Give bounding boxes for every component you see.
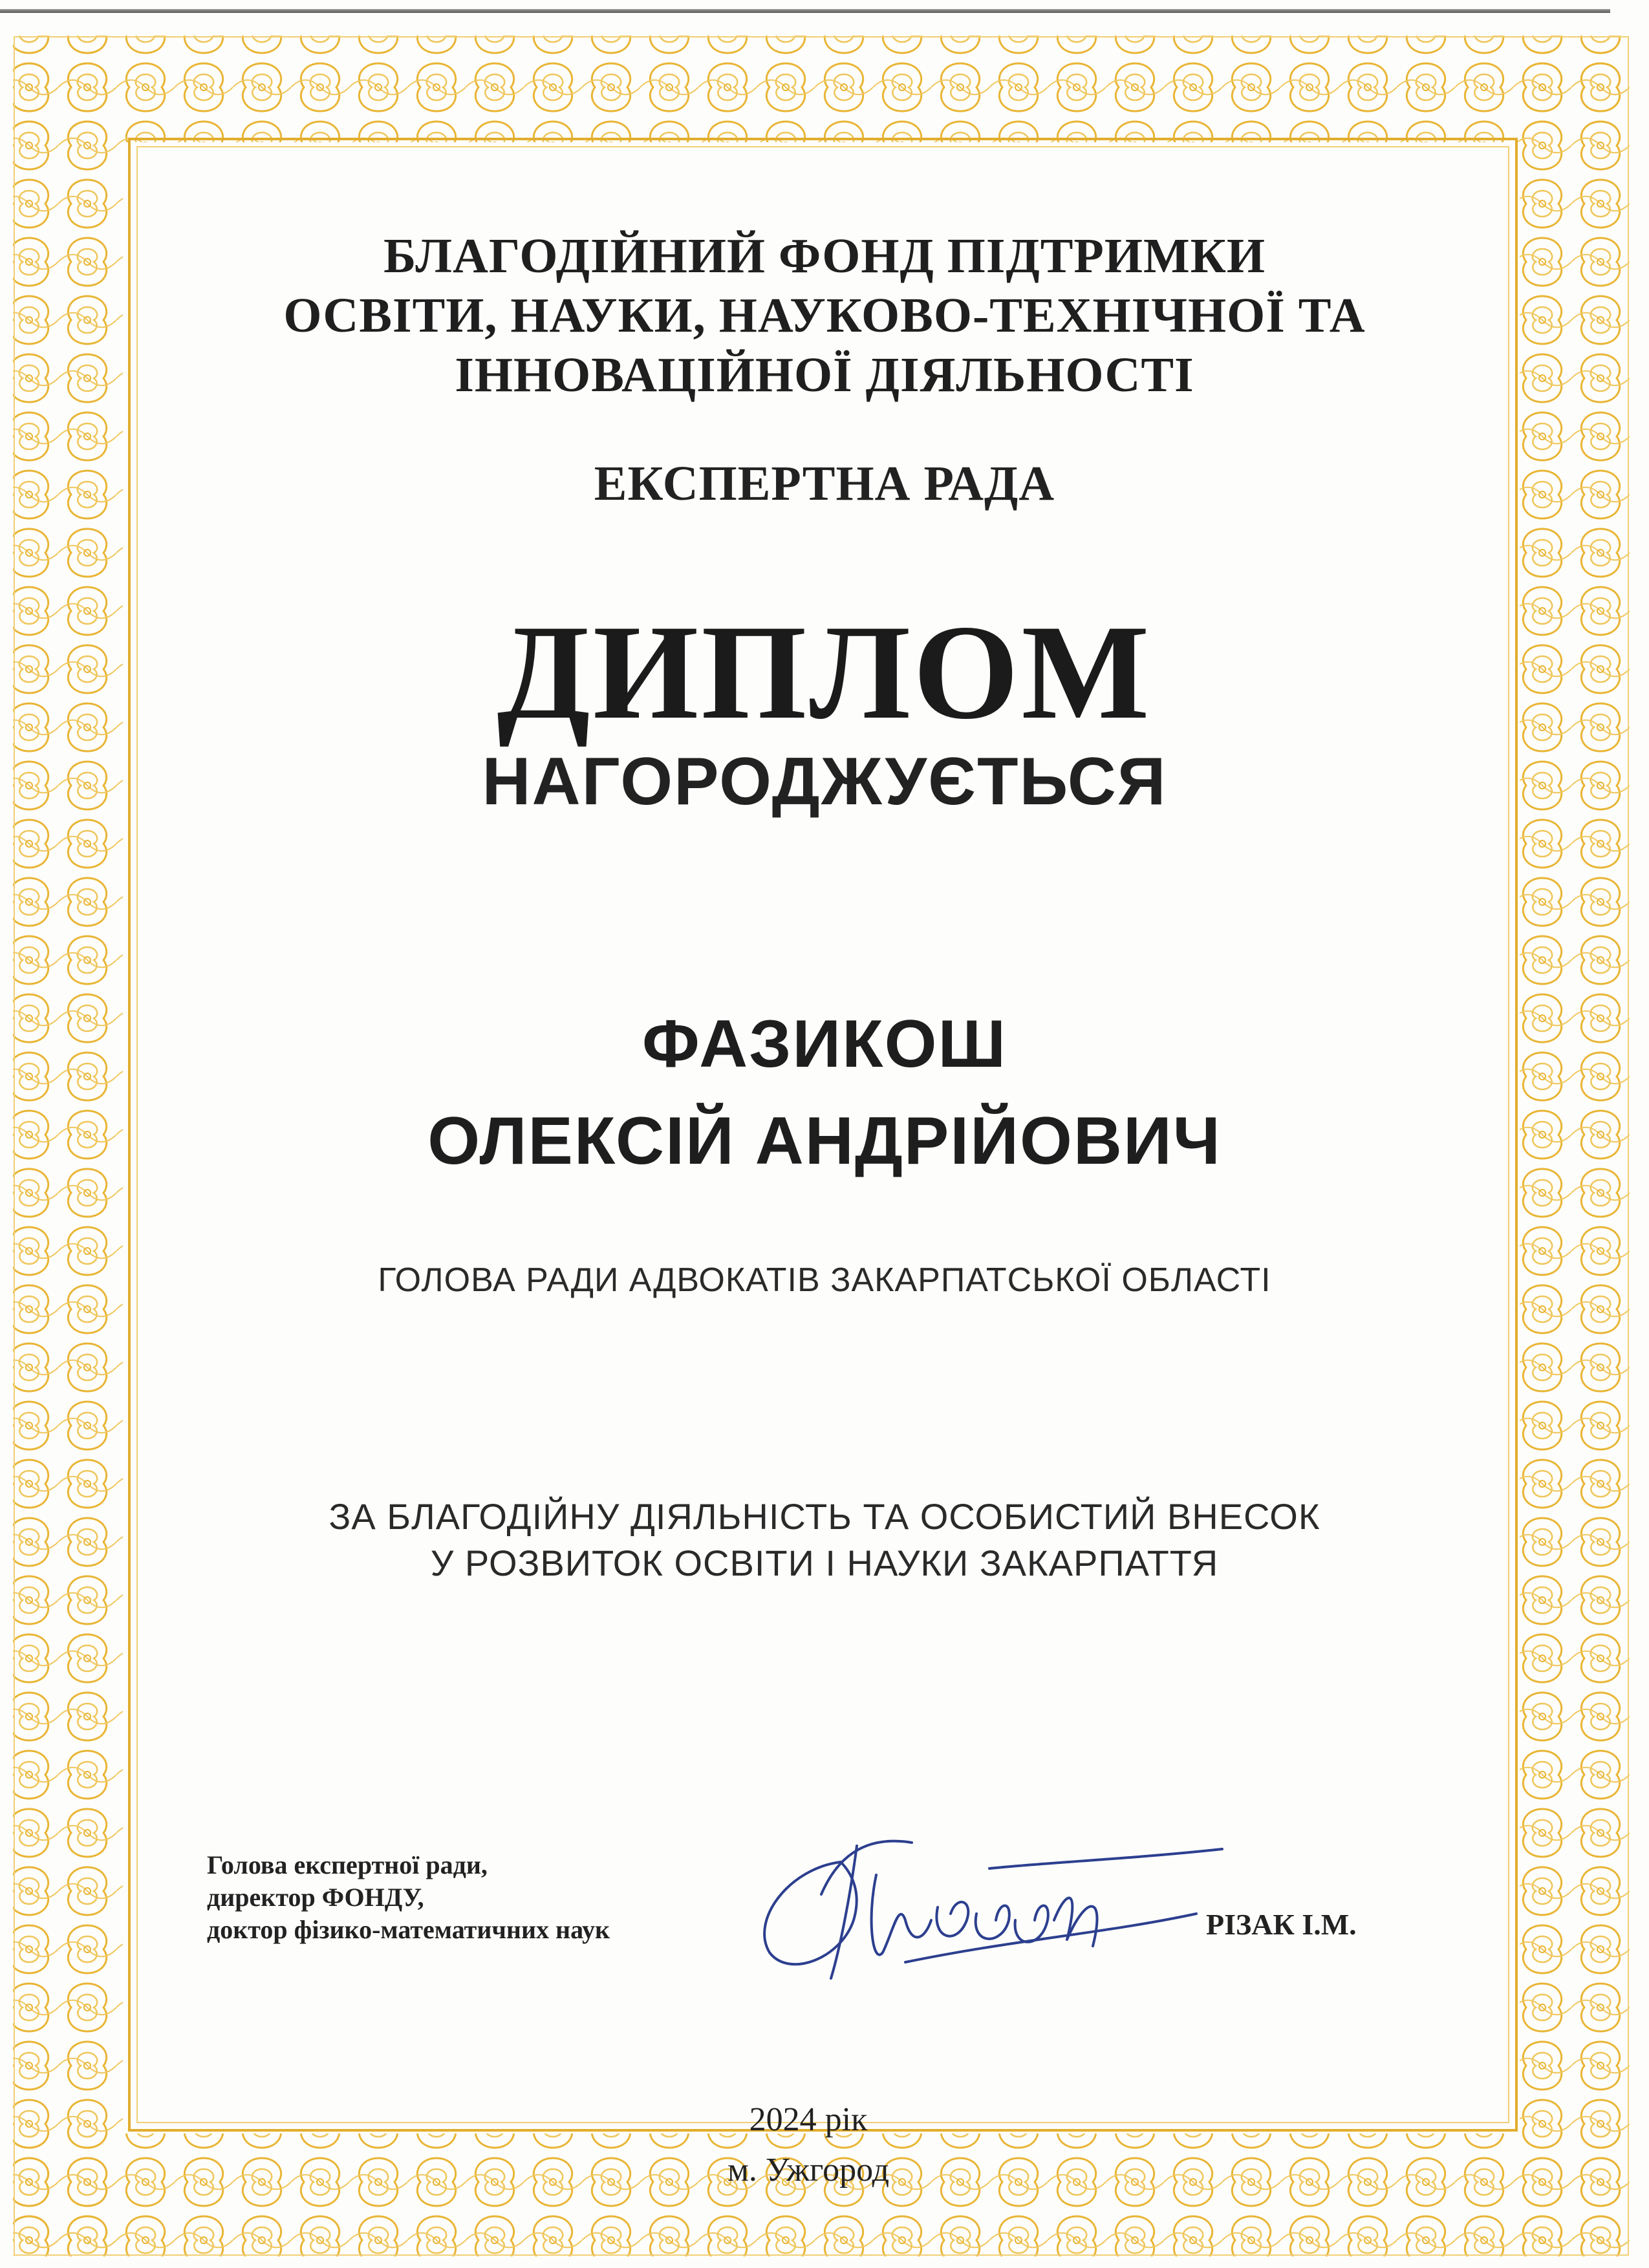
issue-city: м. Ужгород	[727, 2152, 890, 2188]
award-reason	[168, 1493, 1481, 1587]
footer	[582, 2095, 1035, 2196]
recipient-given-names: ОЛЕКСІЙ АНДРІЙОВИЧ	[427, 1104, 1222, 1179]
recipient-surname: ФАЗИКОШ	[641, 1007, 1008, 1082]
signatory-name: РІЗАК І.М.	[1206, 1908, 1357, 1941]
signatory-title-line-3: доктор фізико-математичних наук	[207, 1915, 610, 1944]
diploma-title: ДИПЛОМ	[497, 597, 1152, 747]
signatory-title	[207, 1849, 610, 1946]
issue-year: 2024 рік	[749, 2101, 868, 2138]
award-reason-line-1: ЗА БЛАГОДІЙНУ ДІЯЛЬНІСТЬ ТА ОСОБИСТИЙ ВНЕСОК	[329, 1496, 1320, 1537]
awarded-heading: НАГОРОДЖУЄТЬСЯ	[482, 744, 1167, 819]
recipient-name	[168, 996, 1481, 1190]
signatory-title-line-1: Голова експертної ради,	[207, 1850, 488, 1879]
organization-line-1: БЛАГОДІЙНИЙ ФОНД ПІДТРИМКИ	[383, 229, 1266, 283]
award-reason-line-2: У РОЗВИТОК ОСВІТИ І НАУКИ ЗАКАРПАТТЯ	[430, 1543, 1219, 1583]
organization-line-3: ІННОВАЦІЙНОЇ ДІЯЛЬНОСТІ	[455, 348, 1194, 402]
handwritten-signature	[744, 1823, 1248, 1998]
organization-name	[168, 226, 1481, 405]
organization-line-2: ОСВІТИ, НАУКИ, НАУКОВО-ТЕХНІЧНОЇ ТА	[283, 288, 1366, 343]
signatory-title-line-2: директор ФОНДУ,	[207, 1883, 424, 1912]
expert-council-heading: ЕКСПЕРТНА РАДА	[594, 456, 1055, 511]
recipient-position: ГОЛОВА РАДИ АДВОКАТІВ ЗАКАРПАТСЬКОЇ ОБЛАСТІ	[378, 1261, 1271, 1299]
